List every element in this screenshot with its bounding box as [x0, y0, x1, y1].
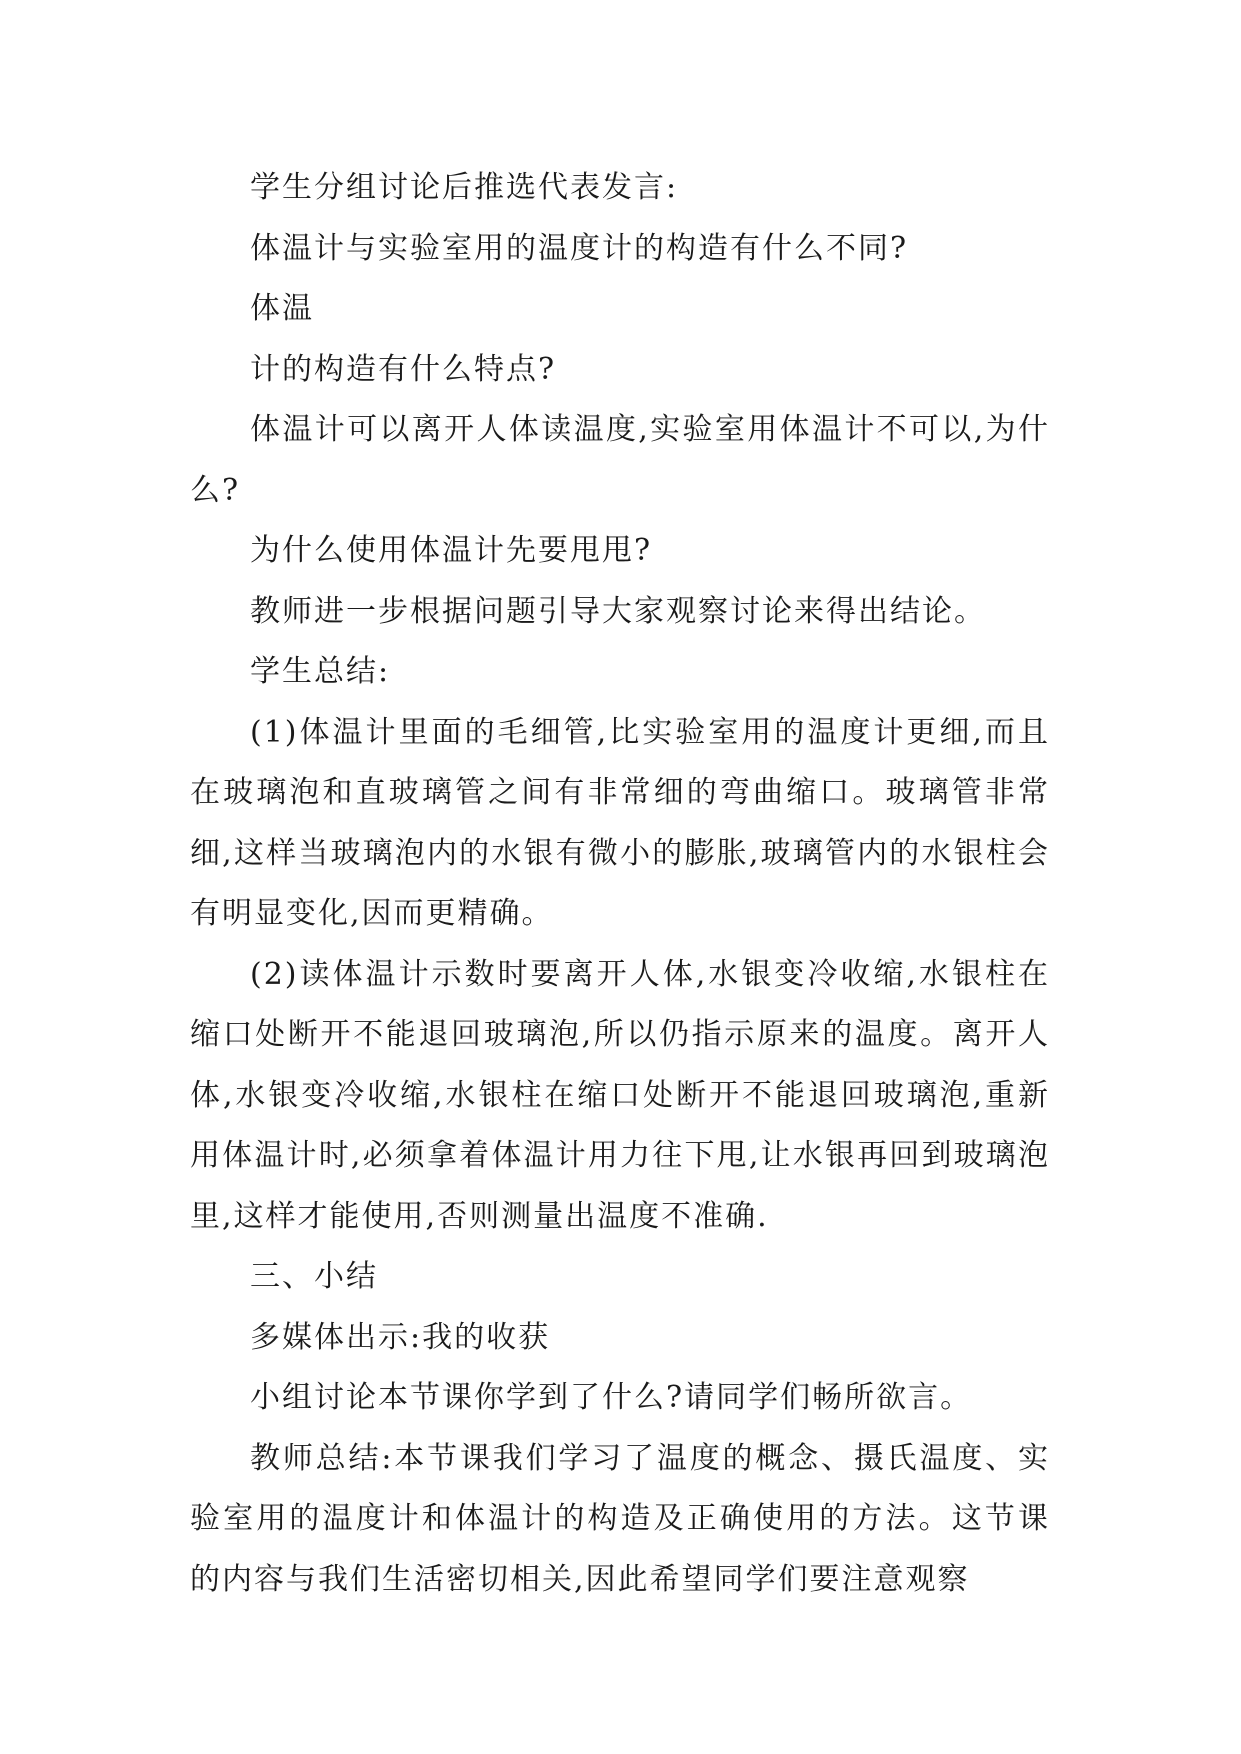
paragraph-question-shaking: 为什么使用体温计先要甩甩? — [250, 533, 653, 568]
paragraph-student-summary-heading: 学生总结: — [250, 654, 391, 689]
paragraph-question-reading: 体温计可以离开人体读温度,实验室用体温计不可以,为什么? — [190, 412, 1050, 508]
paragraph-summary-point-2: (2)读体温计示数时要离开人体,水银变冷收缩,水银柱在缩口处断开不能退回玻璃泡,所以仍指示原来的温度。离开人体,水银变冷收缩,水银柱在缩口处断开不能退回玻璃泡,重新用体温计时,必须拿着体温计用力往下甩,让水银再回到玻璃泡里,这样才能使用,否则测量出温度不准确. — [190, 956, 1050, 1234]
paragraph-multimedia: 多媒体出示:我的收获 — [250, 1319, 551, 1355]
paragraph-fragment-tiwen: 体温 — [250, 291, 314, 326]
document-body — [190, 158, 1050, 1610]
paragraph-question-structure-feature: 计的构造有什么特点? — [250, 351, 557, 387]
paragraph-question-structure-difference: 体温计与实验室用的温度计的构造有什么不同? — [250, 230, 909, 266]
paragraph-summary-point-1: (1)体温计里面的毛细管,比实验室用的温度计更细,而且在玻璃泡和直玻璃管之间有非常细的弯曲缩口。玻璃管非常细,这样当玻璃泡内的水银有微小的膨胀,玻璃管内的水银柱会有明显变化,因而更精确。 — [190, 714, 1050, 931]
paragraph-teacher-summary: 教师总结:本节课我们学习了温度的概念、摄氏温度、实验室用的温度计和体温计的构造及正确使用的方法。这节课的内容与我们生活密切相关,因此希望同学们要注意观察 — [190, 1440, 1050, 1597]
paragraph-group-discussion: 学生分组讨论后推选代表发言: — [250, 170, 679, 205]
paragraph-teacher-guidance: 教师进一步根据问题引导大家观察讨论来得出结论。 — [250, 593, 986, 629]
paragraph-group-reflection: 小组讨论本节课你学到了什么?请同学们畅所欲言。 — [250, 1380, 973, 1415]
section-heading-summary: 三、小结 — [250, 1259, 378, 1294]
